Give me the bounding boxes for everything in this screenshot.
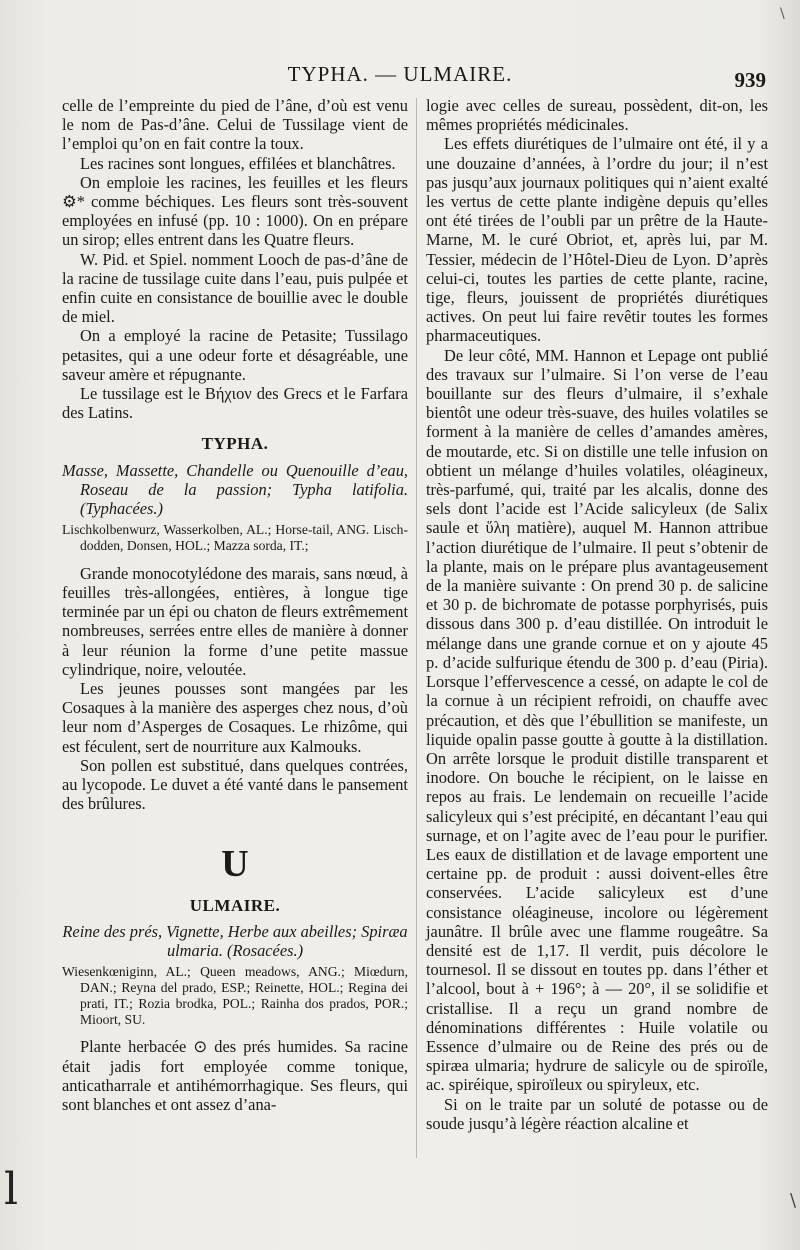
foreign-names: Lischkolbenwurz, Wasserkolben, AL.; Horse-tail, ANG. Lisch-dodden, Donsen, HOL.; Mazza sorda, IT.; <box>62 522 408 554</box>
paragraph: Son pollen est substitué, dans quelques contrées, au lycopode. Le duvet a été vanté dans le pansement des brûlures. <box>62 755 408 814</box>
paragraph: On emploie les racines, les feuilles et les fleurs ⚙* comme béchiques. Les fleurs sont très-souvent employées en infusé (pp. 10 : 1000). On en prépare un sirop; elles entrent dans les Quatre fleurs. <box>62 172 408 250</box>
running-title: TYPHA. — ULMAIRE. <box>287 62 513 86</box>
page-edge-mark: \ <box>780 6 785 22</box>
right-column <box>426 96 768 1133</box>
paragraph: logie avec celles de sureau, possèdent, dit-on, les mêmes propriétés médicinales. <box>426 96 768 135</box>
paragraph: W. Pid. et Spiel. nomment Looch de pas-d’âne de la racine de tussilage cuite dans l’eau, puis pulpée et enfin cuite en consistance de bouillie avec le double de miel. <box>62 249 408 327</box>
paragraph: Les jeunes pousses sont mangées par les Cosaques à la manière des asperges chez nous, d’où leur nom d’Asperges de Cosaques. Le rhizôme, qui est féculent, sert de nourriture aux Kalmouks. <box>62 679 408 756</box>
synonyms: Reine des prés, Vignette, Herbe aux abeilles; Spiræa ulmaria. (Rosacées.) <box>62 921 408 960</box>
section-ornament: U <box>221 842 249 885</box>
paragraph: Les racines sont longues, effilées et blanchâtres. <box>80 153 396 173</box>
paragraph: On a employé la racine de Petasite; Tussilago petasites, qui a une odeur forte et désagréable, une saveur amère et répugnante. <box>62 326 408 384</box>
paragraph: Grande monocotylédone des marais, sans nœud, à feuilles très-allongées, entières, à longue tige terminée par un épi ou chaton de fleurs extrêmement nombreuses, serrées entre elles de manière à donner à leur réunion la forme d’une petite massue cylindrique, noire, veloutée. <box>62 563 408 679</box>
foreign-names: Wiesenkœniginn, AL.; Queen meadows, ANG.; Miœdurn, DAN.; Reyna del prado, ESP.; Reinette, HOL.; Regina dei prati, IT.; Rozia brodka, POL.; Rainha dos prados, POR.; Mioort, SU. <box>62 964 408 1027</box>
margin-mark: l <box>4 1164 19 1215</box>
synonyms: Masse, Massette, Chandelle ou Quenouille d’eau, Roseau de la passion; Typha latifolia. (Typhacées.) <box>62 460 408 519</box>
paragraph: Plante herbacée ⊙ des prés humides. Sa racine était jadis fort employée comme tonique, anticatharrale et antihémorrhagique. Ses fleurs, qui sont blanches et ont assez d’ana- <box>62 1037 408 1114</box>
paragraph: Si on le traite par un soluté de potasse ou de soude jusqu’à légère réaction alcaline et <box>426 1094 768 1133</box>
column-divider <box>416 98 417 1158</box>
page-number: 939 <box>734 68 766 92</box>
paragraph: Les effets diurétiques de l’ulmaire ont été, il y a une douzaine d’années, à l’ordre du jour; il n’est pas jusqu’aux journaux politiques qui n’aient exalté les vertus de cette plante indigène depuis qu’elles ont été tirées de l’oubli par un prêtre de la Haute-Marne, M. le curé Obriot, et, après lui, par M. Tessier, médecin de l’Hôtel-Dieu de Lyon. D’après celui-ci, toutes les parties de cette plante, racine, tige, fleurs, jouissent de propriétés diurétiques actives. On peut lui faire revêtir toutes les formes pharmaceutiques. <box>426 134 768 346</box>
paragraph: celle de l’empreinte du pied de l’âne, d’où est venu le nom de Pas-d’âne. Celui de Tussilage vient de l’emploi qu’on en fait contre la toux. <box>62 96 408 154</box>
margin-mark: \ <box>790 1190 797 1211</box>
paragraph: Le tussilage est le Βήχιον des Grecs et le Farfara des Latins. <box>62 384 408 423</box>
section-title-typha: TYPHA. <box>201 434 269 454</box>
paragraph: De leur côté, MM. Hannon et Lepage ont publié des travaux sur l’ulmaire. Si l’on verse de l’eau bouillante sur des fleurs d’ulmaire, il s’exhale bientôt une odeur très-suave, des huiles volatiles se forment à la manière de celles d’amandes amères, de moutarde, etc. Si on distille une telle infusion on obtient un mélange d’huiles volatiles, oléagineux, très-parfumé, qui, traité par les alcalis, donne des sels dont l’acide est l’Acide salicyleux (de Salix saule et ὕλη matière), auquel M. Hannon attribue l’action diurétique de l’ulmaire. Il peut s’obtenir de la plante, mais on le prépare plus avantageusement de la manière suivante : On prend 30 p. de salicine et 30 p. de bichromate de potasse porphyrisés, puis dissous dans 300 p. d’eau distillée. On introduit le mélange dans une grande cornue et on y ajoute 45 p. d’acide sulfurique étendu de 300 p. d’eau (Piria). Lorsque l’effervescence a cessé, on adapte le col de la cornue à un récipient refroidi, on chauffe avec précaution, et dès que l’ébullition se manifeste, un liquide opalin passe goutte à goutte à la distillation. On arrête lorsque le produit distille transparent et inodore. On bouche le récipient, on le laisse en repos au frais. Le lendemain on recueille l’acide salicyleux qui s’est précipité, en décantant l’eau qui surnage, et on l’agite avec de l’eau pour le purifier. Les eaux de distillation et de lavage emportent une certaine pp. de produit : aussi doivent-elles être conservées. L’acide salicyleux est d’une consistance oléagineuse, incolore ou légèrement jaunâtre. Il brûle avec une flamme rougeâtre. Sa densité est de 1,17. Il verdit, puis décolore le tournesol. Il se dissout en toutes pp. dans l’éther et l’alcool, bout à + 196°; à — 20°, il se solidifie et cristallise. Il a reçu un grand nombre de dénominations différentes : Huile volatile ou Essence d’ulmaire ou de Reine des prés ou de spiræa ulmaria; hydrure de salicyle ou de spiroïle, ac. spiréique, spiroïleux ou spiryleux, etc. <box>426 345 768 1095</box>
left-column <box>62 96 408 1114</box>
section-title-ulmaire: ULMAIRE. <box>189 895 281 915</box>
